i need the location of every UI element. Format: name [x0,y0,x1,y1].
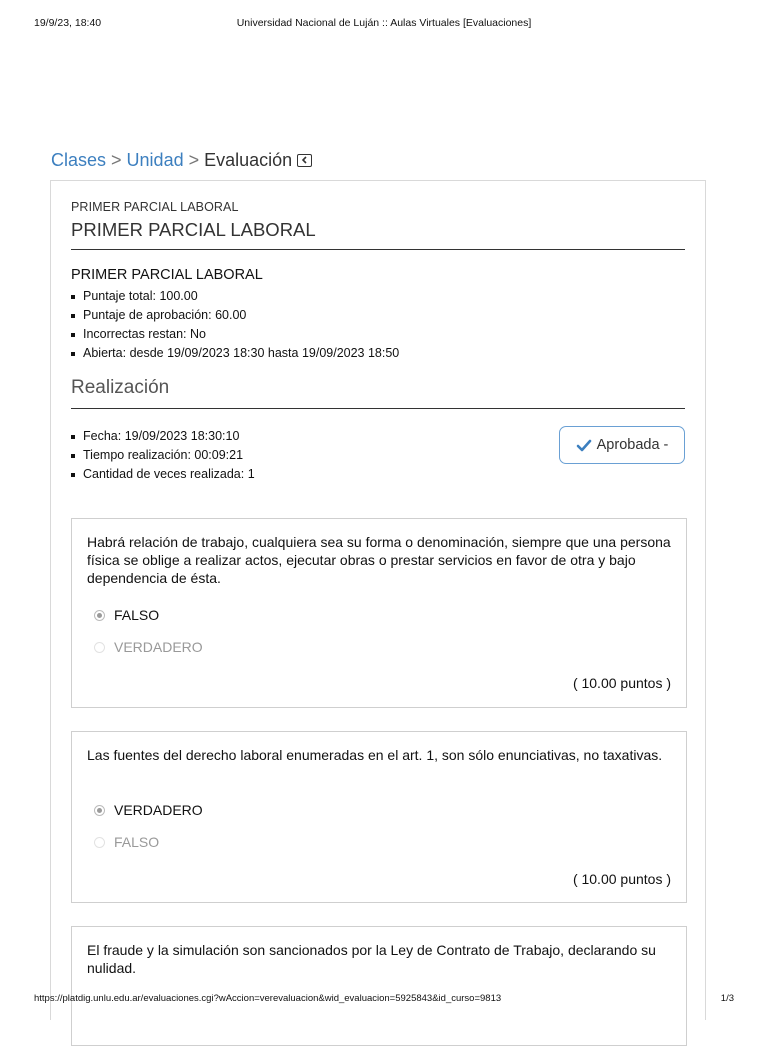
breadcrumb [51,147,312,173]
print-window-title: Universidad Nacional de Luján :: Aulas Virtuales [Evaluaciones] [236,17,532,29]
print-header [0,17,768,31]
detail-label: Abierta: [83,346,127,360]
detail-value: 1 [247,467,255,481]
evaluation-title: PRIMER PARCIAL LABORAL [71,219,316,240]
detail-label: Fecha: [83,429,122,443]
status-label: Aprobada - [596,437,669,453]
evaluation-panel [50,180,706,1020]
question-text: El fraude y la simulación son sancionados por la Ley de Contrato de Trabajo, declarando su nulidad. [87,942,656,976]
question-points: ( 10.00 puntos ) [572,675,671,691]
print-datetime: 19/9/23, 18:40 [34,17,102,29]
detail-value: 19/09/2023 18:30:10 [124,429,240,443]
back-arrow-icon[interactable] [297,154,312,167]
answer-option[interactable] [94,801,203,819]
realizacion-divider [71,408,685,409]
detail-puntaje-aprobacion [71,306,685,325]
answer-label: FALSO [114,834,160,850]
check-icon [576,439,592,452]
detail-value: 60.00 [215,308,247,322]
question-text: Habrá relación de trabajo, cualquiera sea su forma o denominación, siempre que una persona física se oblige a realizar actos, ejecutar obras o prestar servicios en favor de otra y bajo dependencia de ésta. [87,534,671,586]
breadcrumb-separator: > [188,149,200,170]
evaluation-small-title: PRIMER PARCIAL LABORAL [71,200,239,214]
detail-label: Puntaje de aprobación: [83,308,212,322]
radio-unselected[interactable] [94,642,105,653]
question-points: ( 10.00 puntos ) [572,871,671,887]
realizacion-title: Realización [71,377,170,398]
detail-value: 00:09:21 [194,448,244,462]
evaluation-name: PRIMER PARCIAL LABORAL [71,267,263,283]
detail-incorrectas-restan [71,325,685,344]
breadcrumb-current: Evaluación [204,149,293,170]
detail-label: Incorrectas restan: [83,327,187,341]
print-url: https://platdig.unlu.edu.ar/evaluaciones.cgi?wAccion=verevaluacion&wid_evaluacion=5925843&id_curso=9813 [34,993,502,1004]
answer-option[interactable] [94,606,159,624]
answer-option[interactable] [94,638,203,656]
detail-label: Cantidad de veces realizada: [83,467,245,481]
detail-puntaje-total [71,287,685,306]
question-text: Las fuentes del derecho laboral enumeradas en el art. 1, son sólo enunciativas, no taxativas. [87,747,663,763]
answer-label: VERDADERO [114,802,203,818]
answer-option[interactable] [94,833,159,851]
print-footer [0,993,768,1007]
print-page-number: 1/3 [720,993,734,1004]
breadcrumb-separator: > [111,149,122,170]
detail-label: Tiempo realización: [83,448,191,462]
detail-value: desde 19/09/2023 18:30 hasta 19/09/2023 18:50 [129,346,400,360]
title-divider [71,249,685,250]
detail-value: 100.00 [159,289,198,303]
question-card [71,518,687,708]
radio-selected[interactable] [94,610,105,621]
answer-label: VERDADERO [114,639,203,655]
breadcrumb-unidad-link[interactable]: Unidad [126,149,184,170]
detail-abierta [71,344,685,363]
detail-value: No [190,327,206,341]
radio-unselected[interactable] [94,837,105,848]
question-card [71,731,687,903]
detail-cantidad-veces [71,465,685,484]
question-card [71,926,687,1046]
approved-status-button[interactable] [559,426,685,464]
evaluation-details-list [71,287,685,363]
breadcrumb-clases-link[interactable]: Clases [51,149,107,170]
answer-label: FALSO [114,607,160,623]
radio-selected[interactable] [94,805,105,816]
detail-label: Puntaje total: [83,289,156,303]
